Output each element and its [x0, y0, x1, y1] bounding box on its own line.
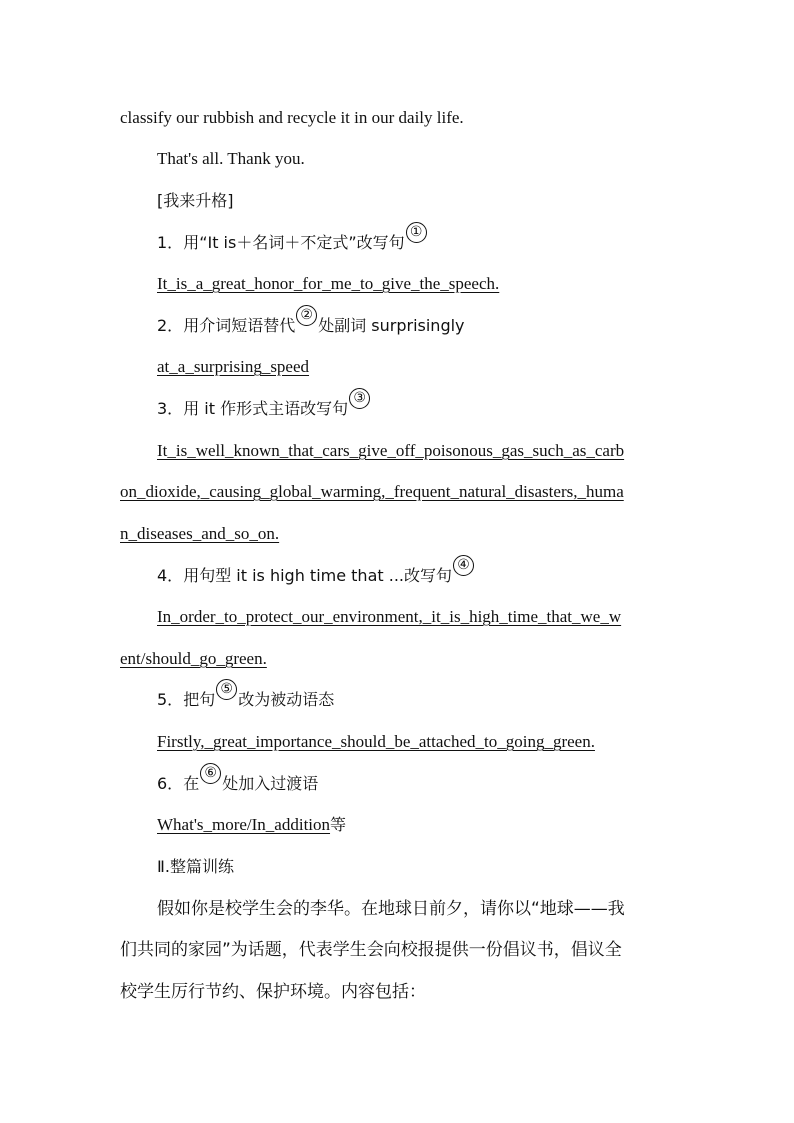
- item-number: 1．: [157, 233, 184, 252]
- item-1: [157, 224, 428, 255]
- circled-number-2: ②: [296, 305, 317, 326]
- answer-5: Firstly,_great_importance_should_be_attached_to_going_green.: [157, 732, 595, 751]
- answer-4-line-1: In_order_to_protect_our_environment,_it_is_high_time_that_we_w: [157, 607, 622, 626]
- answer-3-line-1: It_is_well_known_that_cars_give_off_poisonous_gas_such_as_carb: [157, 441, 625, 460]
- answer-4-line-2: ent/should_go_green.: [120, 649, 267, 668]
- answer-3-line-2: on_dioxide,_causing_global_warming,_frequent_natural_disasters,_huma: [120, 482, 624, 501]
- item-text: 用句型 it is high time that ...改写句: [183, 566, 452, 585]
- item-5: [157, 681, 335, 712]
- item-text: 用“It is＋名词＋不定式”改写句: [183, 233, 405, 252]
- circled-number-3: ③: [349, 388, 370, 409]
- task-line-1: 假如你是校学生会的李华。在地球日前夕，请你以“地球——我: [157, 899, 625, 919]
- item-text: 用 it 作形式主语改写句: [183, 399, 349, 418]
- item-2: [157, 307, 465, 338]
- item-6: [157, 765, 319, 796]
- item-number: 5．: [157, 690, 184, 709]
- item-text-after: 处加入过渡语: [222, 774, 319, 793]
- item-text-after: 处副词 surprisingly: [318, 316, 465, 335]
- item-number: 2．: [157, 316, 184, 335]
- circled-number-1: ①: [406, 222, 427, 243]
- item-text: 在: [183, 774, 200, 793]
- circled-number-6: ⑥: [200, 763, 221, 784]
- item-4: [157, 557, 475, 588]
- upgrade-heading: [我来升格]: [157, 191, 234, 210]
- circled-number-4: ④: [453, 555, 474, 576]
- item-3: [157, 390, 371, 421]
- task-line-2: 们共同的家园”为话题，代表学生会向校报提供一份倡议书，倡议全: [120, 940, 622, 960]
- answer-6: [157, 814, 346, 836]
- item-text: 把句: [183, 690, 216, 709]
- item-number: 3．: [157, 399, 184, 418]
- answer-2: at_a_surprising_speed: [157, 357, 310, 376]
- task-line-3: 校学生厉行节约、保护环境。内容包括：: [120, 982, 426, 1002]
- answer-3-line-3: n_diseases_and_so_on.: [120, 524, 280, 543]
- item-number: 6．: [157, 774, 184, 793]
- answer-1: It_is_a_great_honor_for_me_to_give_the_speech.: [157, 274, 500, 293]
- section-2-heading: Ⅱ.整篇训练: [157, 857, 234, 876]
- item-text-after: 改为被动语态: [238, 690, 335, 709]
- circled-number-5: ⑤: [216, 679, 237, 700]
- item-number: 4．: [157, 566, 184, 585]
- item-text: 用介词短语替代: [183, 316, 296, 335]
- paragraph-end-line: classify our rubbish and recycle it in our daily life.: [120, 108, 464, 127]
- closing-line: That's all. Thank you.: [157, 149, 305, 168]
- answer-6-text: What's_more/In_addition: [157, 815, 331, 834]
- answer-6-suffix: 等: [330, 815, 347, 834]
